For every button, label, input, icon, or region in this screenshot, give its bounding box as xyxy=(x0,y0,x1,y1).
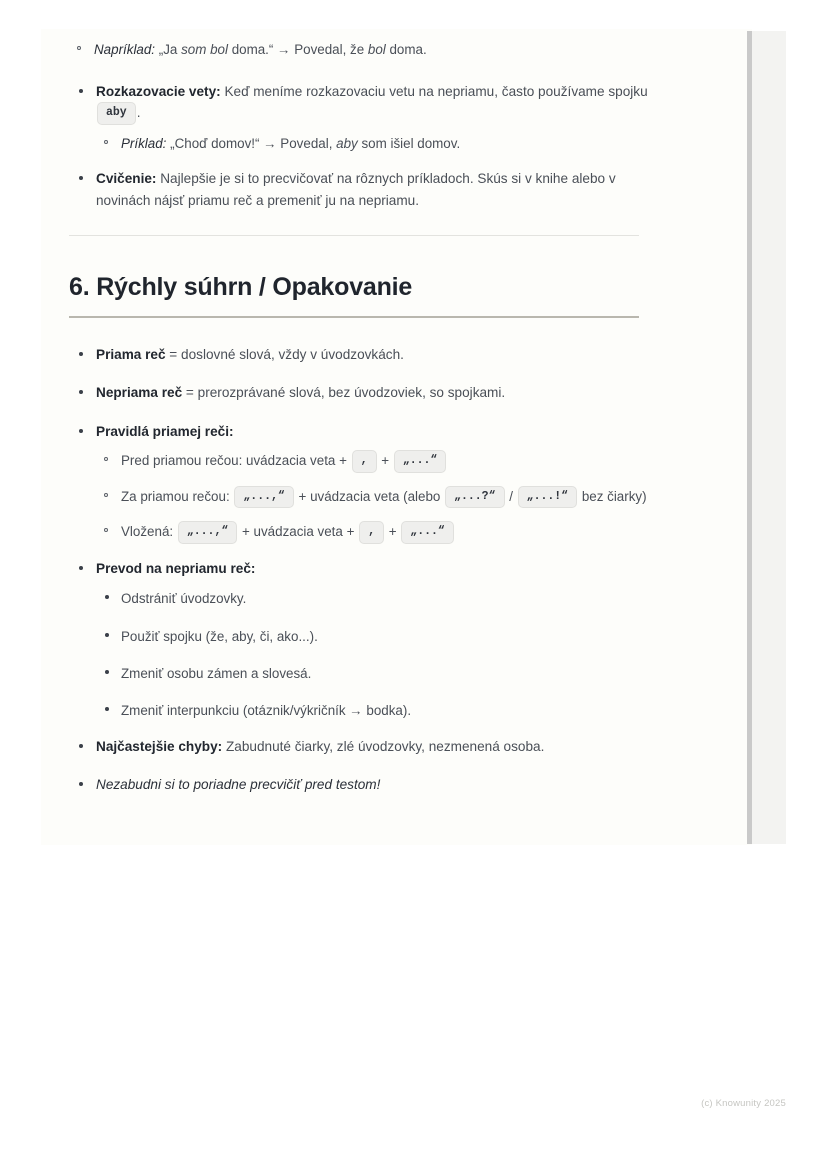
rule2-mid2: / xyxy=(505,488,517,504)
section-divider-under-heading xyxy=(69,316,639,318)
priklad-text-before: „Choď domov!“ → Povedal, xyxy=(166,135,337,151)
rule2-lead: Za priamou rečou: xyxy=(121,488,234,504)
rule1-mid1: + xyxy=(377,452,393,468)
rule1-lead: Pred priamou rečou: uvádzacia veta + xyxy=(121,452,351,468)
list-item-priama-rec xyxy=(69,344,669,365)
code-badge-quote-question: „...?“ xyxy=(445,486,504,508)
list-item-nepriama-rec xyxy=(69,382,669,403)
prevod-step xyxy=(96,663,669,684)
prevod-steps-list xyxy=(96,588,669,722)
rule3-mid2: + xyxy=(385,524,401,540)
list-item-priklad xyxy=(96,133,669,155)
rule2-tail: bez čiarky) xyxy=(578,488,647,504)
list-item-closing-note xyxy=(69,774,669,795)
chyby-text: Zabudnuté čiarky, zlé úvodzovky, nezmenená osoba. xyxy=(222,738,545,754)
scrollbar-thumb[interactable] xyxy=(747,31,752,844)
rule-za-priamou-recou xyxy=(96,486,669,509)
napriklad-em2: bol xyxy=(367,42,386,57)
list-item-najcastejsie-chyby xyxy=(69,736,669,757)
list-item-pravidla xyxy=(69,421,669,544)
priklad-text-after: som išiel domov. xyxy=(357,135,461,151)
pravidla-sublist xyxy=(96,450,669,544)
rozkazovacie-sublist xyxy=(96,133,669,155)
prevod-step xyxy=(96,700,669,721)
nepriama-rec-text: = prerozprávané slová, bez úvodzoviek, so spojkami. xyxy=(182,385,506,401)
napriklad-text-after: doma. xyxy=(385,42,427,57)
list-item-rozkazovacie-vety xyxy=(69,81,669,155)
scrollbar-track[interactable] xyxy=(752,31,786,844)
footer-copyright: (c) Knowunity 2025 xyxy=(701,1098,786,1109)
priklad-label: Príklad: xyxy=(121,135,167,151)
page-title: 6. Rýchly súhrn / Opakovanie xyxy=(69,273,413,302)
napriklad-sublist xyxy=(69,39,669,61)
priama-rec-label: Priama reč xyxy=(96,346,166,362)
prevod-step-text: Zmeniť osobu zámen a slovesá. xyxy=(121,666,312,682)
napriklad-text-mid: doma.“ → Povedal, že xyxy=(227,42,368,57)
rule-vlozena xyxy=(96,521,669,544)
code-badge-quote-comma-3: „...,“ xyxy=(178,521,237,543)
section-divider-top xyxy=(69,235,639,236)
prevod-label: Prevod na nepriamu reč: xyxy=(96,560,256,576)
pravidla-label: Pravidlá priamej reči: xyxy=(96,423,234,439)
top-section-list xyxy=(69,39,669,211)
code-badge-aby: aby xyxy=(97,102,136,124)
priama-rec-text: = doslovné slová, vždy v úvodzovkách. xyxy=(165,346,404,362)
document-content xyxy=(69,29,669,796)
chyby-label: Najčastejšie chyby: xyxy=(96,738,223,754)
code-badge-comma-1: , xyxy=(352,450,377,472)
summary-list xyxy=(69,344,669,796)
cvicenie-text: Najlepšie je si to precvičovať na rôznych príkladoch. Skús si v knihe alebo v novinách nájsť priamu reč a premeniť ju na nepriamu. xyxy=(96,171,616,208)
rule-pred-priamou-recou xyxy=(96,450,669,473)
prevod-step-text: Odstrániť úvodzovky. xyxy=(121,591,247,607)
closing-note-text: Nezabudni si to poriadne precvičiť pred testom! xyxy=(96,777,381,793)
prevod-step xyxy=(96,588,669,609)
list-item-napriklad xyxy=(69,39,669,61)
prevod-step-text: Použiť spojku (že, aby, či, ako...). xyxy=(121,628,318,644)
code-badge-comma-3: , xyxy=(359,521,384,543)
nepriama-rec-label: Nepriama reč xyxy=(96,385,183,401)
rule3-lead: Vložená: xyxy=(121,524,177,540)
document-page xyxy=(41,29,752,845)
priklad-em1: aby xyxy=(336,135,358,151)
napriklad-label: Napríklad: xyxy=(94,42,156,57)
list-item-napriklad-wrapper xyxy=(69,39,669,61)
list-item-cvicenie xyxy=(69,168,669,211)
code-badge-quote-3: „...“ xyxy=(401,521,454,543)
list-item-prevod xyxy=(69,558,669,722)
code-badge-quote-exclaim: „...!“ xyxy=(518,486,577,508)
prevod-step xyxy=(96,626,669,647)
rozkazovacie-text-tail: . xyxy=(136,105,141,121)
prevod-step-text: Zmeniť interpunkciu (otáznik/výkričník → bodka). xyxy=(121,703,412,719)
napriklad-em1: som bol xyxy=(181,42,228,57)
rule2-mid1: + uvádzacia veta (alebo xyxy=(294,488,445,504)
rozkazovacie-label: Rozkazovacie vety: xyxy=(96,83,221,99)
cvicenie-label: Cvičenie: xyxy=(96,171,157,187)
rozkazovacie-text: Keď meníme rozkazovaciu vetu na nepriamu, často používame spojku xyxy=(220,83,648,99)
code-badge-quote-1: „...“ xyxy=(394,450,447,472)
rule3-mid1: + uvádzacia veta + xyxy=(238,524,359,540)
napriklad-text-before: „Ja xyxy=(155,42,182,57)
code-badge-quote-comma-2: „...,“ xyxy=(234,486,293,508)
